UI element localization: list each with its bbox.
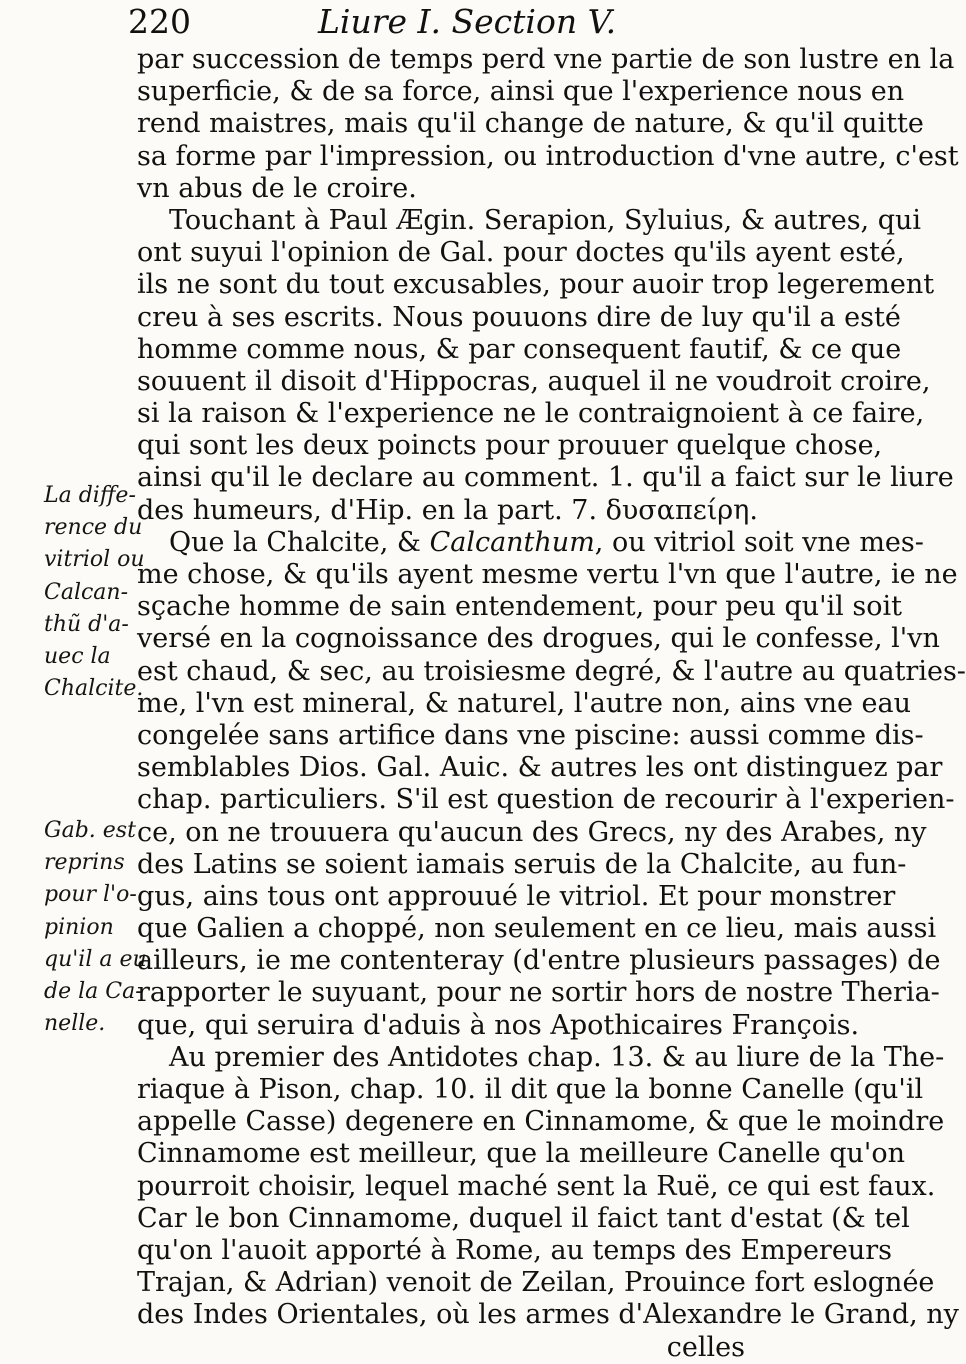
- text-line: superficie, & de sa force, ainsi que l'experience nous en: [137, 76, 905, 108]
- text-line: homme comme nous, & par consequent fautif, & ce que: [137, 333, 902, 365]
- margin-note-line: de la Ca-: [44, 978, 143, 1004]
- text-line: sçache homme de sain entendement, pour peu qu'il soit: [137, 591, 902, 623]
- text-line: souuent il disoit d'Hippocras, auquel il ne voudroit croire,: [137, 365, 931, 397]
- text-line: sa forme par l'impression, ou introduction d'vne autre, c'est: [137, 140, 959, 172]
- margin-note-line: Gab. est: [44, 818, 136, 843]
- text-line: par succession de temps perd vne partie de son lustre en la: [137, 44, 955, 75]
- text-line: versé en la cognoissance des drogues, qui le confesse, l'vn: [137, 623, 940, 655]
- text-line: gus, ains tous ont approuué le vitriol. Et pour monstrer: [137, 880, 896, 912]
- margin-note-line: Calcan-: [44, 579, 129, 605]
- margin-note-galen: [44, 815, 147, 1040]
- text-line: chap. particuliers. S'il est question de recourir à l'experien-: [137, 784, 955, 816]
- text-line: rend maistres, mais qu'il change de nature, & qu'il quitte: [137, 108, 924, 140]
- paragraph: [137, 526, 966, 1042]
- margin-note-line: reprins: [44, 850, 125, 876]
- margin-note-line: nelle.: [44, 1011, 106, 1037]
- text-line: vn abus de le croire.: [137, 172, 417, 204]
- text-line: ils ne sont du tout excusables, pour auoir trop legerement: [137, 269, 935, 301]
- text-line: est chaud, & sec, au troisiesme degré, & l'autre au quatries-: [137, 655, 966, 687]
- margin-note-line: thũ d'a-: [44, 611, 129, 637]
- margin-note-line: pour l'o-: [44, 882, 137, 908]
- text-line: que, qui seruira d'aduis à nos Apothicaires François.: [137, 1009, 860, 1041]
- text-line: des Latins se soient iamais seruis de la Chalcite, au fun-: [137, 848, 907, 880]
- text-line: des humeurs, d'Hip. en la part. 7. δυσαπείρη.: [137, 494, 758, 526]
- text-line: Que la Chalcite, & Calcanthum, ou vitriol soit vne mes-: [169, 526, 924, 558]
- text-line: Trajan, & Adrian) venoit de Zeilan, Prouince fort eslognée: [137, 1267, 935, 1299]
- text-line: riaque à Pison, chap. 10. il dit que la bonne Canelle (qu'il: [137, 1074, 924, 1105]
- text-line: qui sont les deux poincts pour prouuer quelque chose,: [137, 430, 883, 462]
- text-line: ce, on ne trouuera qu'aucun des Grecs, ny des Arabes, ny: [137, 816, 927, 848]
- text-line: me, l'vn est mineral, & naturel, l'autre non, ains vne eau: [137, 687, 912, 719]
- text-line: Car le bon Cinnamome, duquel il faict tant d'estat (& tel: [137, 1202, 910, 1234]
- catchword: celles: [666, 1331, 745, 1363]
- margin-note-line: qu'il a eu: [44, 946, 147, 972]
- margin-note-line: uec la: [44, 643, 111, 669]
- running-head: Liure I. Section V.: [318, 2, 617, 41]
- margin-note-line: pinion: [44, 914, 114, 940]
- main-text: [137, 44, 966, 1364]
- text-line: creu à ses escrits. Nous pouuons dire de luy qu'il a esté: [137, 301, 901, 333]
- margin-note-line: La diffe-: [44, 483, 136, 508]
- paragraph: [137, 44, 959, 205]
- paragraph: [137, 204, 954, 527]
- text-line: rapporter le suyuant, pour ne sortir hors de nostre Theria-: [137, 977, 940, 1009]
- margin-note-chalcite: [44, 480, 145, 705]
- text-line: si la raison & l'experience ne le contraignoient à ce faire,: [137, 398, 925, 430]
- text-line: appelle Casse) degenere en Cinnamome, & que le moindre: [137, 1106, 945, 1138]
- margin-note-line: Chalcite.: [44, 676, 144, 702]
- text-line: des Indes Orientales, où les armes d'Alexandre le Grand, ny: [137, 1299, 959, 1331]
- text-line: Au premier des Antidotes chap. 13. & au liure de la The-: [169, 1041, 945, 1073]
- text-line: ainsi qu'il le declare au comment. 1. qu'il a faict sur le liure: [137, 462, 954, 494]
- text-line: me chose, & qu'ils ayent mesme vertu l'vn que l'autre, ie ne: [137, 559, 958, 590]
- page-number: 220: [128, 2, 191, 41]
- text-line: ont suyui l'opinion de Gal. pour doctes qu'ils ayent esté,: [137, 237, 905, 269]
- text-line: ailleurs, ie me contenteray (d'entre plusieurs passages) de: [137, 945, 941, 977]
- margin-note-line: rence du: [44, 515, 143, 541]
- text-line: congelée sans artifice dans vne piscine: aussi comme dis-: [137, 719, 924, 751]
- text-line: qu'on l'auoit apporté à Rome, au temps des Empereurs: [137, 1234, 892, 1266]
- text-line: que Galien a choppé, non seulement en ce lieu, mais aussi: [137, 913, 937, 945]
- paragraph: [137, 1041, 959, 1332]
- text-line: pourroit choisir, lequel maché sent la Ruë, ce qui est faux.: [137, 1170, 936, 1202]
- text-line: Touchant à Paul Ægin. Serapion, Syluius, & autres, qui: [169, 204, 922, 236]
- margin-note-line: vitriol ou: [44, 547, 145, 573]
- text-line: Cinnamome est meilleur, que la meilleure Canelle qu'on: [137, 1138, 905, 1170]
- text-line: semblables Dios. Gal. Auic. & autres les ont distinguez par: [137, 752, 943, 784]
- page-header: [128, 2, 768, 42]
